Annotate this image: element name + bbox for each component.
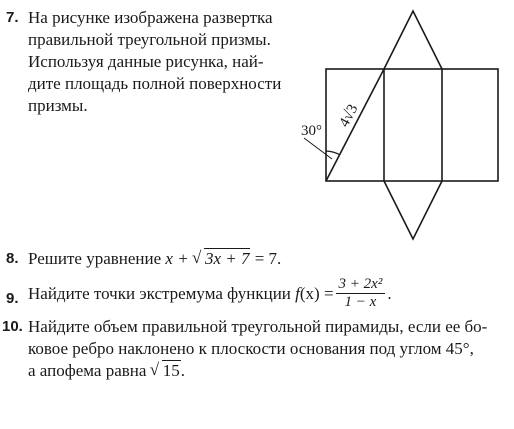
net-diagonal: [326, 69, 384, 181]
problem-9-numerator: 3 + 2x²: [336, 276, 386, 294]
problem-10-line-3: [28, 361, 185, 381]
problem-8-radicand: 3x + 7: [204, 249, 250, 268]
problem-9-fname: f: [295, 283, 300, 303]
problem-8-line: [28, 249, 281, 269]
problem-8-number: 8.: [6, 250, 19, 267]
net-top-triangle: [384, 11, 442, 69]
problem-10-radical: [152, 361, 181, 381]
problem-10-line-2: ковое ребро наклонено к плоскости основания под углом 45°,: [28, 339, 474, 358]
problem-10-radicand: 15: [162, 361, 180, 380]
problem-10-line-3-text: а апофема равна: [28, 361, 147, 380]
problem-9-number: 9.: [6, 290, 19, 307]
problem-8-eq-right: = 7.: [254, 249, 282, 268]
length-label: 4√3: [336, 101, 362, 130]
problem-10-end: .: [180, 361, 185, 380]
problem-7-line-1: На рисунке изображена развертка: [28, 8, 273, 27]
problem-9-fvar: (x) =: [299, 283, 334, 303]
problem-9-end: .: [387, 283, 392, 303]
problem-7-line-5: призмы.: [28, 96, 88, 115]
problem-9-denominator: 1 − x: [344, 294, 377, 310]
problem-8-eq-left: x +: [165, 249, 189, 268]
problem-7-line-4: дите площадь полной поверхности: [28, 74, 282, 93]
angle-arc: [326, 151, 340, 155]
problem-8-radical: [194, 249, 251, 269]
problem-9-line: [28, 276, 392, 311]
problem-8-text: Решите уравнение: [28, 249, 162, 268]
problem-7-line-3: Используя данные рисунка, най-: [28, 52, 264, 71]
angle-label: 30°: [301, 123, 322, 139]
problem-7-line-2: правильной треугольной призмы.: [28, 30, 271, 49]
problem-10-number: 10.: [2, 318, 23, 335]
problem-9-fraction: [336, 276, 386, 311]
angle-leader-line: [304, 138, 332, 159]
problem-9-text: Найдите точки экстремума функции: [28, 283, 291, 303]
net-bottom-triangle: [384, 181, 442, 239]
problem-7-number: 7.: [6, 9, 19, 26]
problem-10-line-1: Найдите объем правильной треугольной пирамиды, если ее бо-: [28, 317, 488, 336]
